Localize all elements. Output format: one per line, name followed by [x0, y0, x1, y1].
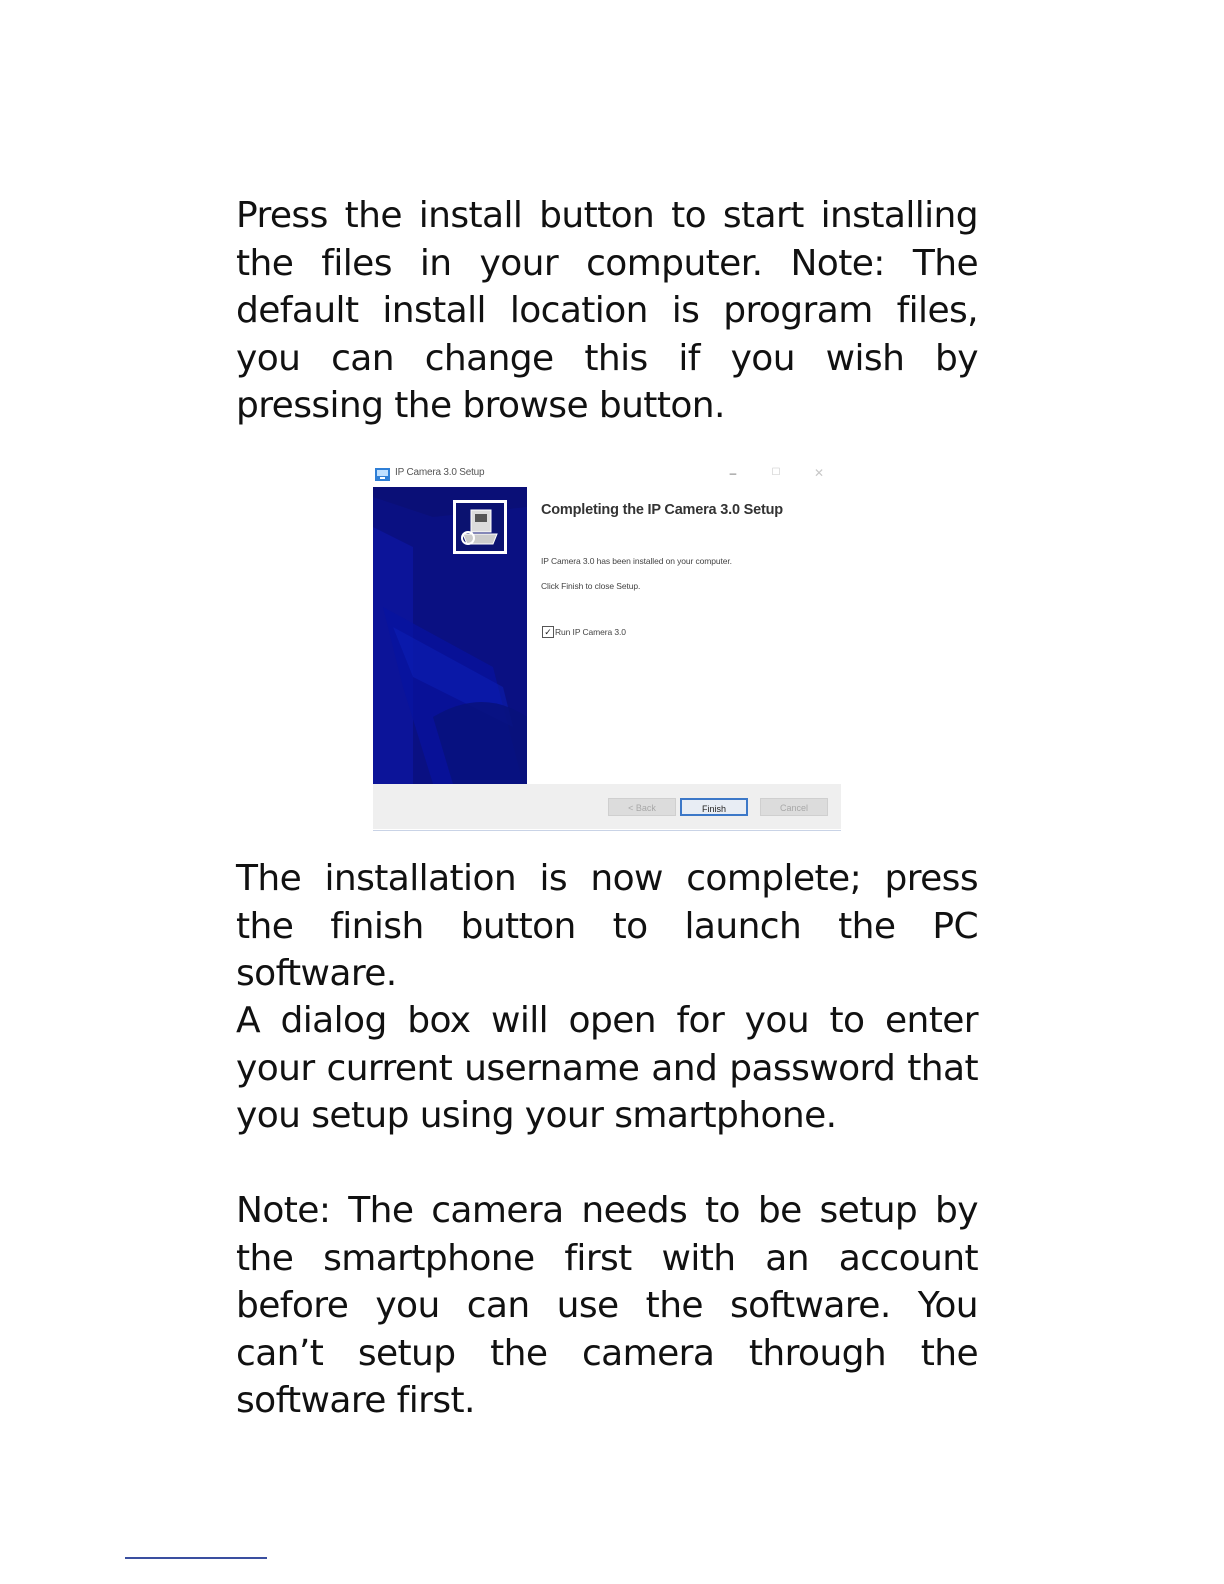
back-button[interactable]: < Back: [608, 798, 676, 816]
installer-titlebar: [373, 461, 841, 487]
installer-window-title: IP Camera 3.0 Setup: [395, 467, 485, 478]
installed-message: IP Camera 3.0 has been installed on your computer.: [541, 556, 732, 566]
setup-logo-icon: [453, 500, 507, 554]
cancel-button[interactable]: Cancel: [760, 798, 828, 816]
paragraph-installation-complete: The installation is now complete; press the finish button to launch the PC software.: [236, 858, 978, 994]
installer-footer: [373, 784, 841, 829]
footer-divider: [125, 1557, 267, 1559]
paragraph-note-smartphone-setup: Note: The camera needs to be setup by the smartphone first with an account before you can use the software. You can’t setup the camera through the software first.: [236, 1190, 978, 1421]
checkbox-check-icon: ✓: [544, 627, 552, 637]
finish-button[interactable]: Finish: [680, 798, 748, 816]
paragraph-install-instructions: Press the install button to start installing the files in your computer. Note: The default install location is program files, you can change this if you wish by pressing the browse button.: [236, 195, 978, 426]
installer-screenshot: [373, 461, 841, 831]
installer-content: [527, 487, 841, 784]
run-checkbox[interactable]: [542, 626, 554, 638]
paragraph-dialog-box: A dialog box will open for you to enter your current username and password that you setup using your smartphone.: [236, 1000, 978, 1136]
run-checkbox-label: Run IP Camera 3.0: [555, 627, 626, 637]
installer-heading: Completing the IP Camera 3.0 Setup: [541, 502, 783, 518]
close-icon[interactable]: ✕: [813, 466, 825, 480]
finish-message: Click Finish to close Setup.: [541, 581, 641, 591]
minimize-icon[interactable]: –: [729, 466, 737, 480]
maximize-icon[interactable]: ☐: [771, 467, 781, 478]
app-icon: [375, 468, 390, 481]
installer-side-banner: [373, 487, 527, 784]
